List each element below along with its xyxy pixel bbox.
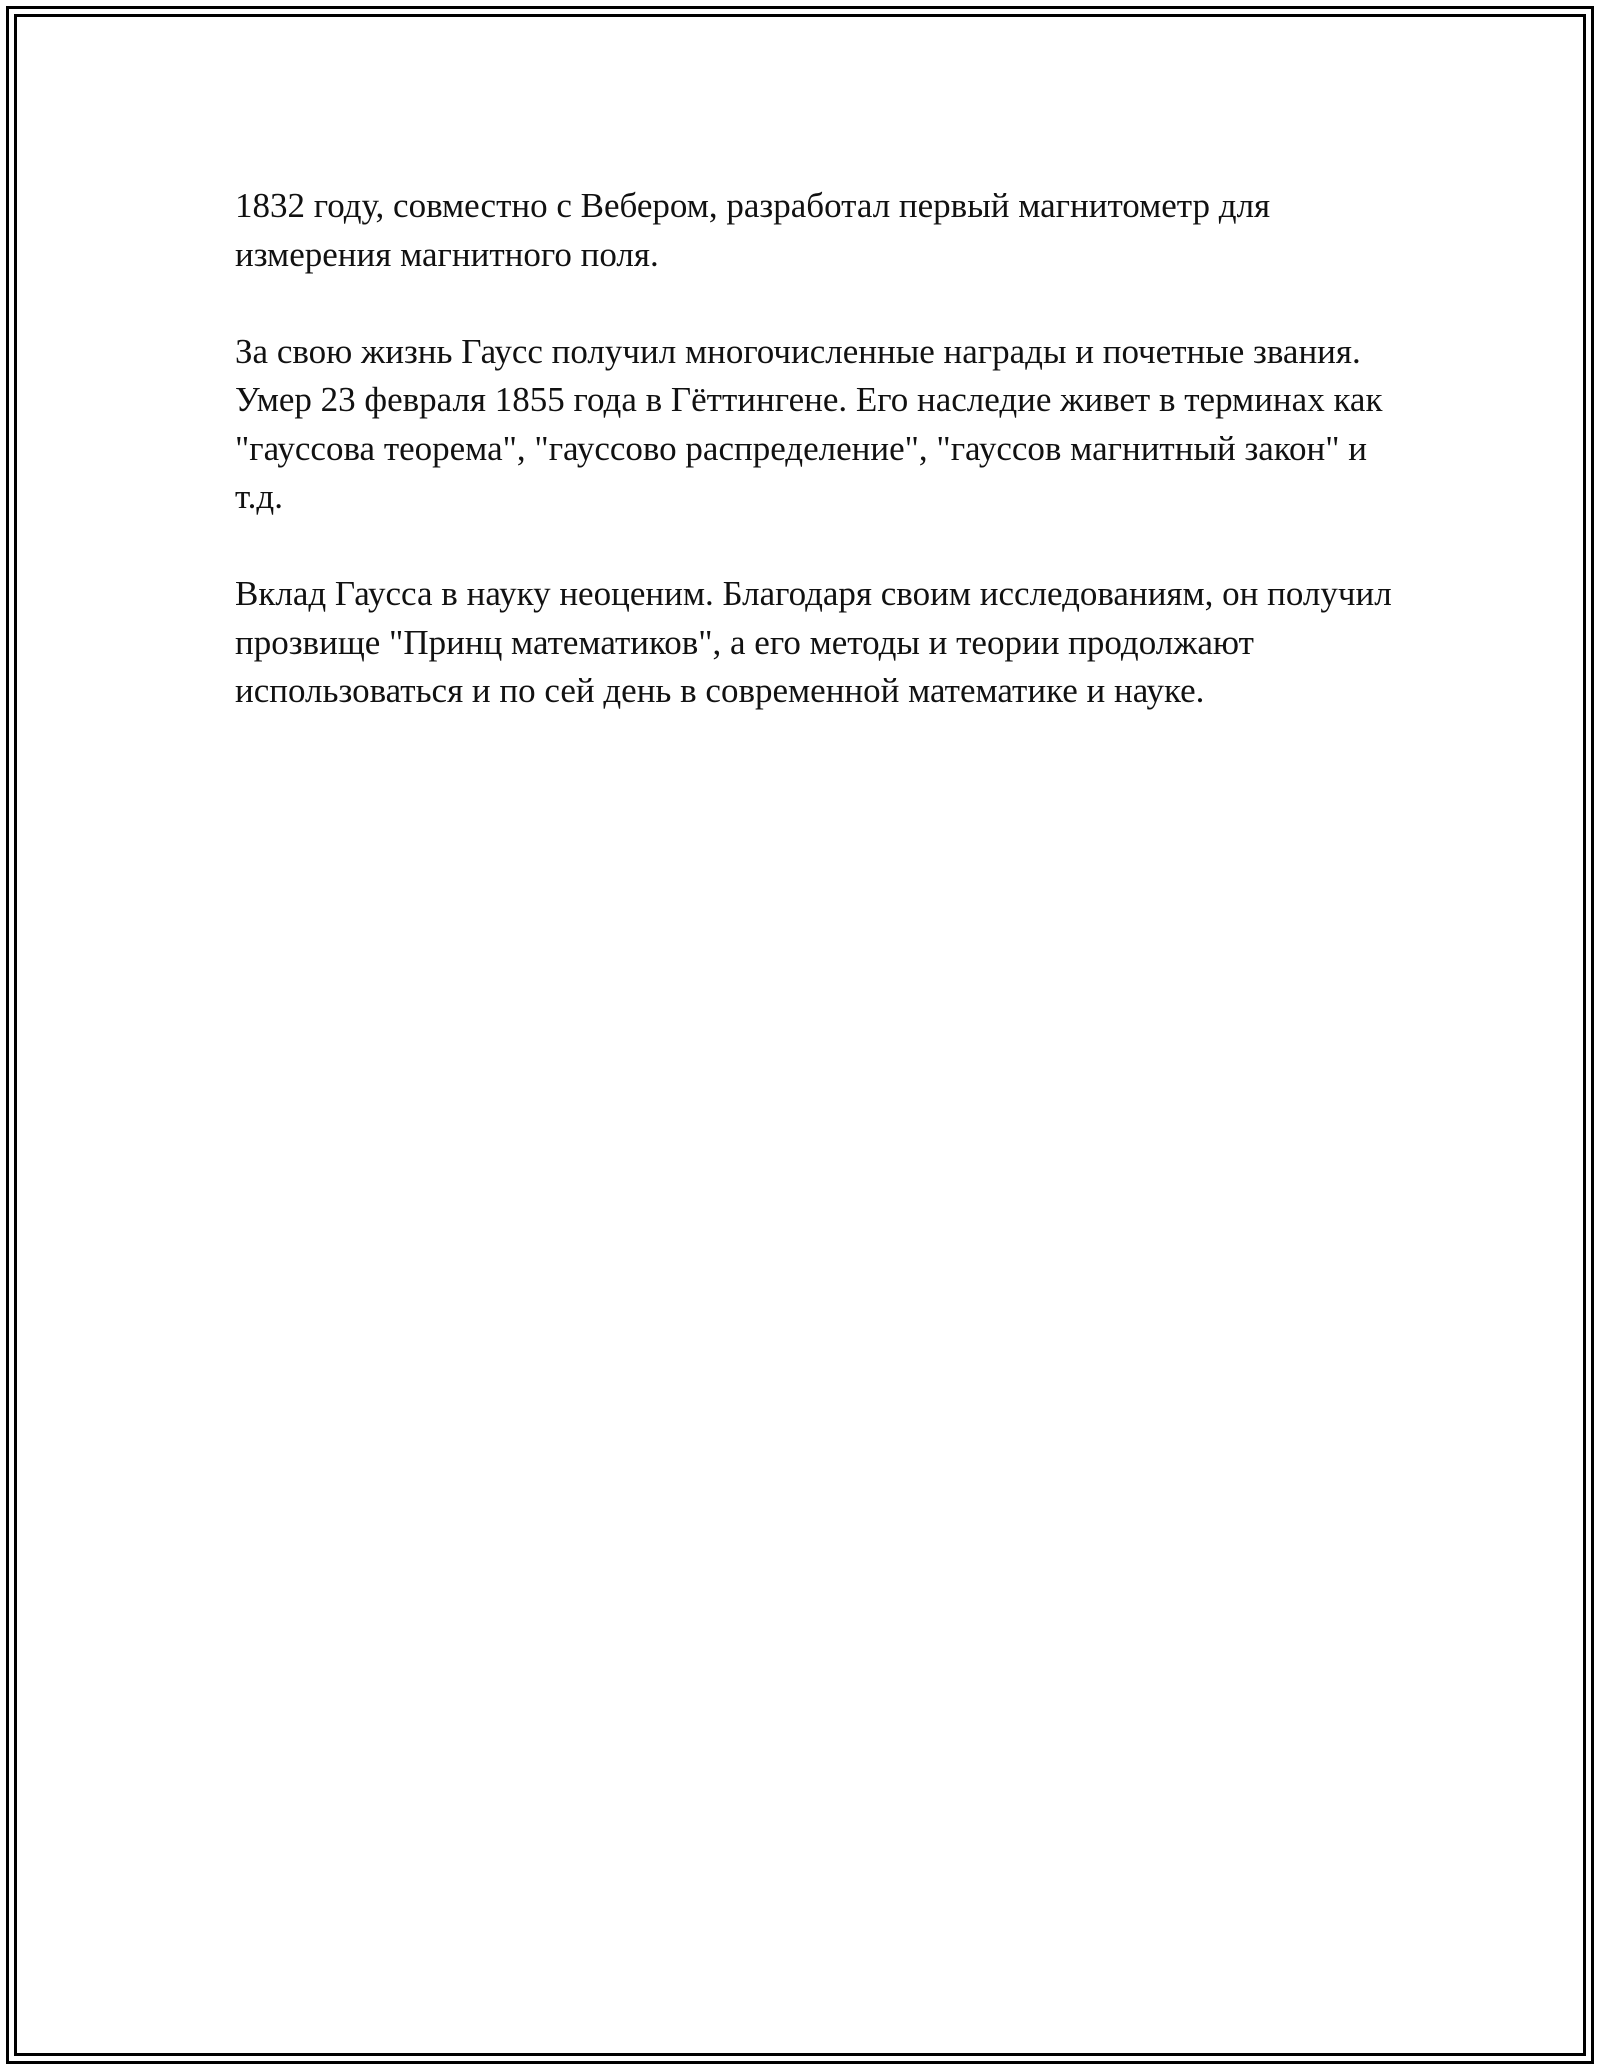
paragraph-magnetometer: 1832 году, совместно с Вебером, разработал первый магнитометр для измерения магнитного поля. (235, 186, 1271, 274)
paragraph-contribution: Вклад Гаусса в науку неоценим. Благодаря своим исследованиям, он получил прозвище "Принц математиков", а его методы и теории продолжают использоваться и по сей день в современной математике и науке. (235, 574, 1392, 710)
document-body (235, 182, 1395, 764)
paragraph-legacy: За свою жизнь Гаусс получил многочисленные награды и почетные звания. Умер 23 февраля 1855 года в Гёттингене. Его наследие живет в терминах как "гауссова теорема", "гауссово распределение", "гауссов магнитный закон" и т.д. (235, 331, 1383, 516)
